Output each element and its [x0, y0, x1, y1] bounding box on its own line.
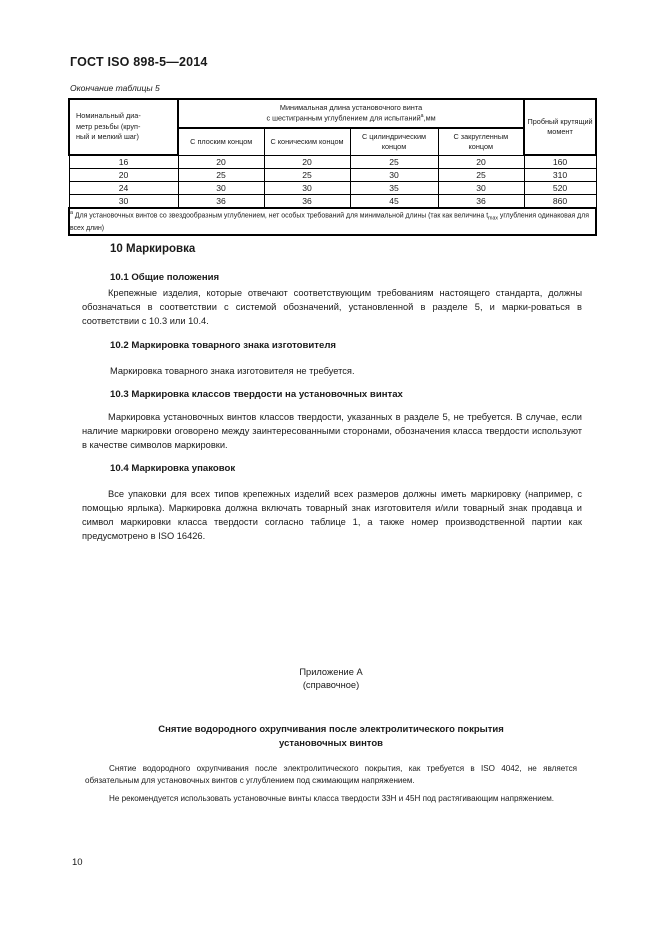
- header-proof-torque-line1: Пробный крутящий: [527, 117, 593, 127]
- cell-diameter: 30: [69, 195, 178, 209]
- header-proof-torque-line2: момент: [547, 127, 573, 137]
- cell-rounded: 20: [438, 155, 524, 169]
- cell-cone: 30: [264, 182, 350, 195]
- cell-cylindrical: 35: [350, 182, 438, 195]
- header-nominal-diameter: [69, 99, 178, 155]
- header-rounded-end: [438, 128, 524, 156]
- table-row: [69, 155, 596, 169]
- footnote-subscript: max: [488, 215, 498, 222]
- cell-diameter: 20: [69, 169, 178, 182]
- appendix-title-line2: установочных винтов: [279, 738, 383, 749]
- cell-cone: 36: [264, 195, 350, 209]
- cell-torque: 310: [524, 169, 596, 182]
- header-rounded-end-text: С закругленным концом: [453, 131, 509, 151]
- section-10-3-title: 10.3 Маркировка классов твердости на установочных винтах: [110, 389, 403, 400]
- header-min-length-line1: Минимальная длина установочного винта: [279, 103, 423, 112]
- cell-rounded: 25: [438, 169, 524, 182]
- cell-diameter: 24: [69, 182, 178, 195]
- header-nominal-diameter-line1: Номинальный диа-: [76, 111, 141, 121]
- section-10-4-body: Все упаковки для всех типов крепежных изделий всех размеров должны иметь маркировку (например, с помощью ярлыка). Маркировка должна включать товарный знак изготовителя и/или товарный знак продавца и символ маркировки класса твердости согласно таблице 1, а также номер производственной партии как предусмотрено в ISO 16426.: [82, 489, 582, 542]
- cell-torque: 520: [524, 182, 596, 195]
- footnote-ref-a: a: [420, 113, 424, 120]
- footnote-marker: a: [70, 210, 73, 217]
- appendix-label: [0, 666, 662, 691]
- section-10-3-body: Маркировка установочных винтов классов твердости, указанных в разделе 5, не требуется. В случае, если наличие маркировки оговорено между заинтересованными сторонами, обозначения класса твердости используют в качестве символов маркировки.: [82, 412, 582, 451]
- header-nominal-diameter-line2: метр резьбы (круп-: [76, 121, 141, 131]
- cell-cylindrical: 45: [350, 195, 438, 209]
- footnote-text-a: Для установочных винтов со звездообразным углублением, нет особых требований для минимальной длины (так как величина t: [73, 212, 489, 220]
- cell-rounded: 30: [438, 182, 524, 195]
- cell-diameter: 16: [69, 155, 178, 169]
- table-row: [69, 169, 596, 182]
- appendix-paragraph-1: Снятие водородного охрупчивания после электролитического покрытия, как требуется в ISO 4042, не является обязательным для установочных винтов с углублением под сжимающим напряжением.: [85, 764, 577, 786]
- table-row: [69, 195, 596, 209]
- footnote-text-b: углубления одинаковая для всех длин): [70, 212, 589, 232]
- header-cylindrical-end: [350, 128, 438, 156]
- cell-flat: 20: [178, 155, 264, 169]
- table-5-container: [68, 98, 595, 236]
- standard-header: ГОСТ ISO 898-5—2014: [70, 55, 208, 69]
- header-cone-end: [264, 128, 350, 156]
- table-body: [69, 155, 596, 235]
- section-10-2-body: Маркировка товарного знака изготовителя не требуется.: [110, 366, 355, 376]
- appendix-paragraph-2: Не рекомендуется использовать установочные винты класса твердости 33Н и 45Н под растягивающим напряжением.: [109, 794, 555, 803]
- cell-cone: 20: [264, 155, 350, 169]
- section-10-title: 10 Маркировка: [110, 243, 196, 255]
- cell-cylindrical: 25: [350, 155, 438, 169]
- section-10-1-title: 10.1 Общие положения: [110, 272, 220, 283]
- header-min-length-line2: с шестигранным углублением для испытаний: [266, 113, 421, 123]
- cell-flat: 25: [178, 169, 264, 182]
- table-footnote: [69, 208, 596, 235]
- header-cylindrical-end-text: С цилиндрическим концом: [361, 131, 427, 151]
- appendix-title-line1: Снятие водородного охрупчивания после электролитического покрытия: [158, 724, 504, 735]
- section-10-2-title: 10.2 Маркировка товарного знака изготовителя: [110, 340, 337, 351]
- table-footnote-row: [69, 208, 596, 235]
- appendix-label-line1: Приложение А: [299, 667, 363, 677]
- appendix-title: [0, 723, 662, 751]
- appendix-label-line2: (справочное): [302, 679, 360, 690]
- table-caption: Окончание таблицы 5: [70, 83, 160, 93]
- table-row: [69, 182, 596, 195]
- table-head: [69, 99, 596, 155]
- header-cone-end-text: С коническим концом: [270, 136, 344, 146]
- section-10-1-body: Крепежные изделия, которые отвечают соответствующим требованиям настоящего стандарта, должны обозначаться в соответствии с системой обозначений, установленной в разделе 5, и марки-роваться в соответствии с 10.3 или 10.4.: [82, 288, 582, 327]
- header-proof-torque: [524, 99, 596, 155]
- header-nominal-diameter-line3: ный и мелкий шаг): [76, 132, 139, 142]
- table-header-row-1: [69, 99, 596, 128]
- specification-table: [68, 98, 597, 236]
- header-min-length-unit: ,мм: [423, 113, 436, 123]
- cell-rounded: 36: [438, 195, 524, 209]
- cell-cylindrical: 30: [350, 169, 438, 182]
- page-number: 10: [72, 857, 83, 868]
- cell-flat: 30: [178, 182, 264, 195]
- cell-torque: 160: [524, 155, 596, 169]
- header-min-length-group: [178, 99, 524, 128]
- cell-torque: 860: [524, 195, 596, 209]
- cell-flat: 36: [178, 195, 264, 209]
- cell-cone: 25: [264, 169, 350, 182]
- section-10-4-title: 10.4 Маркировка упаковок: [110, 463, 236, 474]
- header-flat-end: С плоским концом: [178, 128, 264, 156]
